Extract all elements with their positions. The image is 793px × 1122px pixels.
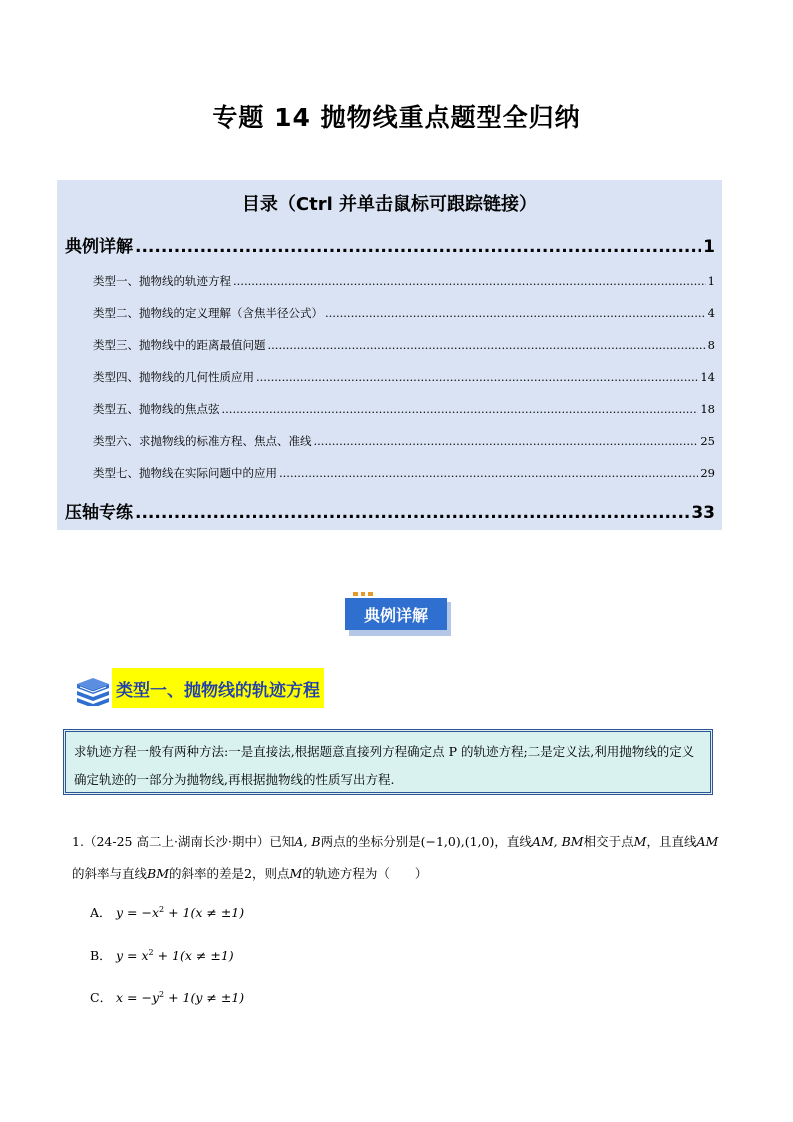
question-text: ，直线: [494, 834, 532, 849]
table-of-contents: [57, 180, 722, 530]
toc-page: 1: [703, 237, 715, 257]
toc-link-type-4[interactable]: [93, 369, 715, 385]
option-b[interactable]: [90, 946, 234, 964]
option-exponent: 2: [159, 904, 165, 914]
toc-heading: 目录（Ctrl 并单击鼠标可跟踪链接）: [241, 194, 538, 215]
toc-link-type-7[interactable]: [93, 465, 715, 481]
math-points: A, B: [294, 834, 321, 849]
question-text: ，则点: [251, 866, 290, 881]
toc-label: 类型四、抛物线的几何性质应用: [93, 370, 254, 384]
question-text: 的轨迹方程为（ ）: [302, 866, 428, 881]
method-note: 求轨迹方程一般有两种方法:一是直接法,根据题意直接列方程确定点 P 的轨迹方程;二是定义法,利用抛物线的定义确定轨迹的一部分为抛物线,再根据抛物线的性质写出方程.: [63, 729, 713, 795]
option-math: y = −x: [116, 905, 160, 920]
toc-page: 8: [707, 338, 715, 352]
toc-label: 类型六、求抛物线的标准方程、焦点、准线: [93, 434, 312, 448]
page-title: 专题 14 抛物线重点题型全归纳: [212, 103, 581, 132]
toc-page: 4: [707, 306, 715, 320]
math-point-m: M: [289, 866, 303, 881]
question-text: ，且直线: [646, 834, 697, 849]
option-exponent: 2: [159, 989, 165, 999]
question-text: 的斜率的差是: [169, 866, 245, 881]
books-icon: [74, 674, 112, 706]
toc-link-type-1[interactable]: [93, 273, 715, 289]
toc-page: 29: [700, 466, 715, 480]
question-text: 的斜率与直线: [72, 866, 148, 881]
math-line-am: AM: [696, 834, 719, 849]
toc-label: 类型三、抛物线中的距离最值问题: [93, 338, 266, 352]
option-c[interactable]: [90, 988, 244, 1006]
section-badge: [345, 598, 445, 632]
option-a[interactable]: [90, 903, 244, 921]
toc-link-type-2[interactable]: [93, 305, 715, 321]
toc-label: 压轴专练: [65, 503, 133, 523]
math-coords: (−1,0),(1,0): [420, 834, 495, 849]
option-key: B．: [90, 948, 112, 963]
toc-link-exercises[interactable]: [65, 498, 715, 523]
option-math: + 1(x ≠ ±1): [164, 905, 245, 920]
question-text: 已知: [269, 834, 295, 849]
math-diff: 2: [244, 866, 252, 881]
math-line-bm: BM: [147, 866, 170, 881]
toc-page: 33: [691, 503, 715, 523]
question-text: 两点的坐标分别是: [320, 834, 421, 849]
toc-label: 类型七、抛物线在实际问题中的应用: [93, 466, 277, 480]
toc-link-type-3[interactable]: [93, 337, 715, 353]
option-math: x = −y: [116, 990, 160, 1005]
math-point-m: M: [633, 834, 647, 849]
question-1: [72, 826, 722, 890]
option-key: C．: [90, 990, 113, 1005]
toc-page: 1: [707, 274, 715, 288]
math-lines: AM, BM: [531, 834, 584, 849]
option-math: + 1(y ≠ ±1): [164, 990, 245, 1005]
toc-label: 类型一、抛物线的轨迹方程: [93, 274, 231, 288]
question-source: （24-25 高二上·湖南长沙·期中）: [83, 834, 270, 849]
section-badge-label: 典例详解: [345, 598, 447, 630]
option-exponent: 2: [148, 947, 154, 957]
question-text: 相交于点: [583, 834, 634, 849]
option-key: A．: [90, 905, 112, 920]
toc-link-type-6[interactable]: [93, 433, 715, 449]
badge-decoration: [353, 592, 373, 596]
type-heading-label: 类型一、抛物线的轨迹方程: [112, 668, 324, 708]
toc-label: 典例详解: [65, 237, 133, 257]
toc-label: 类型五、抛物线的焦点弦: [93, 402, 220, 416]
toc-link-type-5[interactable]: [93, 401, 715, 417]
toc-link-examples[interactable]: [65, 232, 715, 257]
toc-page: 18: [700, 402, 715, 416]
toc-page: 14: [700, 370, 715, 384]
toc-page: 25: [700, 434, 715, 448]
question-number: 1.: [72, 834, 84, 849]
option-math: + 1(x ≠ ±1): [153, 948, 234, 963]
option-math: y = x: [116, 948, 149, 963]
toc-label: 类型二、抛物线的定义理解（含焦半径公式）: [93, 306, 323, 320]
